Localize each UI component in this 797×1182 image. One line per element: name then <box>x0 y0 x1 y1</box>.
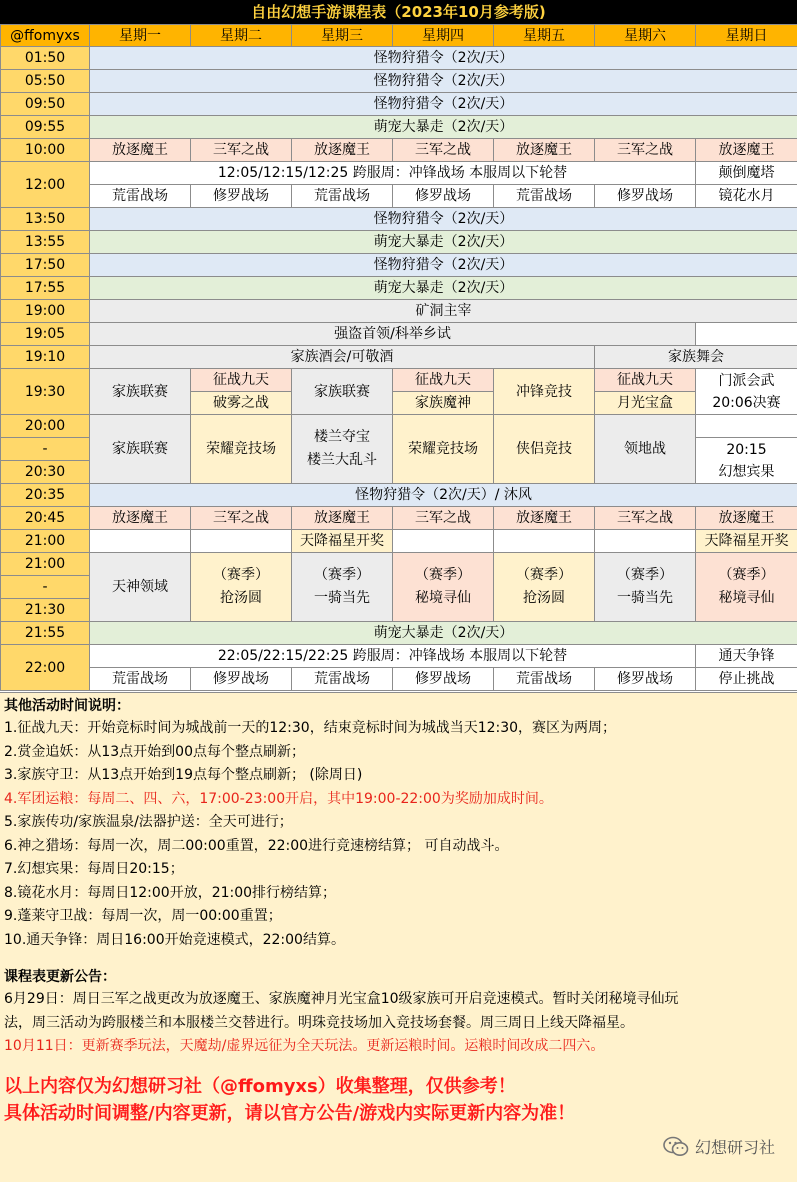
event-line: 20:15 <box>726 441 767 458</box>
event-cell: 修罗战场 <box>393 185 494 208</box>
event-cell: 强盗首领/科举乡试 <box>90 323 696 346</box>
update-heading: 课程表更新公告： <box>4 969 116 985</box>
event-line: （赛季） <box>314 567 370 583</box>
event-cell: 三军之战 <box>595 507 696 530</box>
event-cell: 修罗战场 <box>191 668 292 691</box>
event-cell: 22:05/22:15/22:25 跨服周：冲锋战场 本服周以下轮替 <box>90 645 696 668</box>
event-cell: 荒雷战场 <box>292 668 393 691</box>
event-cell: 家族魔神 <box>393 392 494 415</box>
event-cell: 通天争锋 <box>696 645 797 668</box>
note-line: 1.征战九天：开始竞标时间为城战前一天的12:30，结束竞标时间为城战当天12:30，赛区为两周； <box>4 720 617 736</box>
day-header: 星期四 <box>393 25 494 47</box>
sheet-title: 自由幻想手游课程表（2023年10月参考版) <box>0 0 797 24</box>
event-line: 一骑当先 <box>617 590 673 606</box>
update-line: 法，周三活动为跨服楼兰和本服楼兰交替进行。明珠竞技场加入竞技场套餐。周三周日上线天降福星。 <box>4 1014 634 1031</box>
event-cell: 三军之战 <box>191 139 292 162</box>
event-cell: 怪物狩猎令（2次/天）/ 沐风 <box>90 484 797 507</box>
event-cell: 萌宠大暴走（2次/天） <box>90 622 797 645</box>
event-cell: 天神领域 <box>90 553 191 622</box>
time-cell: 19:05 <box>1 323 90 346</box>
time-cell: 21:30 <box>1 599 90 622</box>
empty-cell <box>696 323 797 346</box>
time-cell: 20:30 <box>1 461 90 484</box>
event-cell: 三军之战 <box>191 507 292 530</box>
day-header: 星期一 <box>90 25 191 47</box>
event-cell <box>494 553 595 622</box>
event-line: （赛季） <box>415 567 471 583</box>
note-line: 6.神之猎场：每周一次，周二00:00重置，22:00进行竞速榜结算； 可自动战斗。 <box>4 837 509 854</box>
event-cell: 三军之战 <box>393 139 494 162</box>
event-cell: 颠倒魔塔 <box>696 162 797 185</box>
event-line: 20:06决赛 <box>712 394 781 411</box>
event-cell: 放逐魔王 <box>90 507 191 530</box>
event-cell <box>292 553 393 622</box>
event-cell <box>696 553 797 622</box>
day-header: 星期六 <box>595 25 696 47</box>
event-cell: 征战九天 <box>191 369 292 392</box>
disclaimer-line: 具体活动时间调整/内容更新，请以官方公告/游戏内实际更新内容为准！ <box>4 1102 576 1124</box>
notes-panel <box>0 692 797 1182</box>
event-cell: 冲锋竞技 <box>494 369 595 415</box>
event-line: 幻想宾果 <box>718 463 775 480</box>
time-cell: 17:50 <box>1 254 90 277</box>
time-cell: 01:50 <box>1 47 90 70</box>
event-cell: 家族舞会 <box>595 346 797 369</box>
event-cell: 镜花水月 <box>696 185 797 208</box>
watermark-text: 幻想研习社 <box>694 1138 775 1157</box>
note-line: 3.家族守卫：从13点开始到19点每个整点刷新； (除周日) <box>4 767 363 783</box>
event-cell <box>696 369 797 415</box>
note-line: 9.蓬莱守卫战：每周一次，周一00:00重置； <box>4 908 282 924</box>
time-cell: 05:50 <box>1 70 90 93</box>
event-cell: 修罗战场 <box>595 185 696 208</box>
event-cell <box>696 438 797 484</box>
event-cell: 放逐魔王 <box>696 139 797 162</box>
time-cell: 21:00 <box>1 553 90 576</box>
event-cell: 荒雷战场 <box>494 185 595 208</box>
day-header: 星期日 <box>696 25 797 47</box>
event-cell: 领地战 <box>595 415 696 484</box>
event-cell: 矿洞主宰 <box>90 300 797 323</box>
event-cell: 怪物狩猎令（2次/天） <box>90 254 797 277</box>
event-cell: 怪物狩猎令（2次/天） <box>90 47 797 70</box>
time-cell: 13:50 <box>1 208 90 231</box>
time-cell: 17:55 <box>1 277 90 300</box>
event-cell: 家族联赛 <box>292 369 393 415</box>
event-cell: 放逐魔王 <box>494 139 595 162</box>
time-cell: 19:10 <box>1 346 90 369</box>
day-header: 星期三 <box>292 25 393 47</box>
event-cell: 怪物狩猎令（2次/天） <box>90 93 797 116</box>
event-cell: 停止挑战 <box>696 668 797 691</box>
empty-cell <box>494 530 595 553</box>
event-cell: 萌宠大暴走（2次/天） <box>90 277 797 300</box>
wechat-icon <box>663 1136 689 1158</box>
day-header: 星期二 <box>191 25 292 47</box>
header-row <box>1 25 797 47</box>
event-cell: 修罗战场 <box>393 668 494 691</box>
event-line: 楼兰夺宝 <box>314 429 370 445</box>
empty-cell <box>696 415 797 438</box>
event-cell: 破雾之战 <box>191 392 292 415</box>
time-cell: 13:55 <box>1 231 90 254</box>
event-cell: 月光宝盒 <box>595 392 696 415</box>
event-cell: 家族联赛 <box>90 369 191 415</box>
watermark <box>663 1135 775 1158</box>
time-cell: 09:50 <box>1 93 90 116</box>
disclaimer-line: 以上内容仅为幻想研习社（@ffomyxs）收集整理，仅供参考！ <box>4 1075 516 1097</box>
event-cell: 荒雷战场 <box>90 185 191 208</box>
event-cell: 荣耀竞技场 <box>191 415 292 484</box>
time-cell: - <box>1 438 90 461</box>
event-line: （赛季） <box>213 567 269 583</box>
event-cell: 征战九天 <box>393 369 494 392</box>
event-cell <box>191 553 292 622</box>
event-cell <box>595 553 696 622</box>
time-cell: 12:00 <box>1 162 90 208</box>
event-cell: 放逐魔王 <box>90 139 191 162</box>
event-cell: 萌宠大暴走（2次/天） <box>90 231 797 254</box>
time-cell: 19:30 <box>1 369 90 415</box>
event-cell: 怪物狩猎令（2次/天） <box>90 208 797 231</box>
note-line: 5.家族传功/家族温泉/法器护送：全天可进行； <box>4 814 293 830</box>
event-cell: 荒雷战场 <box>292 185 393 208</box>
event-cell: 12:05/12:15/12:25 跨服周：冲锋战场 本服周以下轮替 <box>90 162 696 185</box>
time-cell: 10:00 <box>1 139 90 162</box>
event-cell: 怪物狩猎令（2次/天） <box>90 70 797 93</box>
event-cell: 征战九天 <box>595 369 696 392</box>
event-line: 门派会武 <box>718 372 775 389</box>
schedule-table <box>0 24 797 691</box>
empty-cell <box>393 530 494 553</box>
event-line: 抢汤圆 <box>220 590 262 606</box>
time-cell: 21:55 <box>1 622 90 645</box>
update-line: 6月29日：周日三军之战更改为放逐魔王、家族魔神月光宝盒10级家族可开启竞速模式。暂时关闭秘境寻仙玩 <box>4 991 679 1007</box>
event-line: 楼兰大乱斗 <box>307 452 377 468</box>
event-cell: 荒雷战场 <box>90 668 191 691</box>
event-cell: 修罗战场 <box>595 668 696 691</box>
empty-cell <box>191 530 292 553</box>
time-cell: - <box>1 576 90 599</box>
notes-heading: 其他活动时间说明： <box>4 698 130 714</box>
event-cell: 放逐魔王 <box>494 507 595 530</box>
event-cell: 天降福星开奖 <box>696 530 797 553</box>
event-line: 一骑当先 <box>314 590 370 606</box>
event-cell: 放逐魔王 <box>292 139 393 162</box>
empty-cell <box>595 530 696 553</box>
event-line: （赛季） <box>718 567 775 583</box>
event-cell: 侠侣竞技 <box>494 415 595 484</box>
event-line: 抢汤圆 <box>523 590 565 606</box>
note-line: 2.赏金追妖：从13点开始到00点每个整点刷新； <box>4 743 305 760</box>
empty-cell <box>90 530 191 553</box>
event-cell: 荣耀竞技场 <box>393 415 494 484</box>
time-cell: 19:00 <box>1 300 90 323</box>
event-line: （赛季） <box>516 567 572 583</box>
event-cell: 家族联赛 <box>90 415 191 484</box>
note-line: 7.幻想宾果：每周日20:15； <box>4 861 184 877</box>
event-line: 秘境寻仙 <box>415 590 471 606</box>
event-line: 秘境寻仙 <box>718 590 775 606</box>
event-cell: 放逐魔王 <box>696 507 797 530</box>
time-cell: 09:55 <box>1 116 90 139</box>
event-cell: 天降福星开奖 <box>292 530 393 553</box>
event-cell: 家族酒会/可敬酒 <box>90 346 595 369</box>
event-cell: 修罗战场 <box>191 185 292 208</box>
event-cell: 萌宠大暴走（2次/天） <box>90 116 797 139</box>
update-line-highlight: 10月11日：更新赛季玩法，天魔劫/虚界远征为全天玩法。更新运粮时间。运粮时间改成二四六。 <box>4 1038 605 1054</box>
event-cell: 三军之战 <box>393 507 494 530</box>
event-line: （赛季） <box>617 567 673 583</box>
event-cell <box>393 553 494 622</box>
note-line: 10.通天争锋：周日16:00开始竞速模式，22:00结算。 <box>4 931 345 948</box>
time-cell: 20:35 <box>1 484 90 507</box>
event-cell: 三军之战 <box>595 139 696 162</box>
day-header: 星期五 <box>494 25 595 47</box>
time-cell: 20:45 <box>1 507 90 530</box>
note-line-highlight: 4.军团运粮：每周二、四、六，17:00-23:00开启，其中19:00-22:00为奖励加成时间。 <box>4 790 553 807</box>
time-cell: 21:00 <box>1 530 90 553</box>
time-cell: 22:00 <box>1 645 90 691</box>
event-cell <box>292 415 393 484</box>
event-cell: 放逐魔王 <box>292 507 393 530</box>
note-line: 8.镜花水月：每周日12:00开放，21:00排行榜结算； <box>4 884 337 901</box>
time-cell: 20:00 <box>1 415 90 438</box>
event-cell: 荒雷战场 <box>494 668 595 691</box>
account-id: @ffomyxs <box>1 25 90 47</box>
